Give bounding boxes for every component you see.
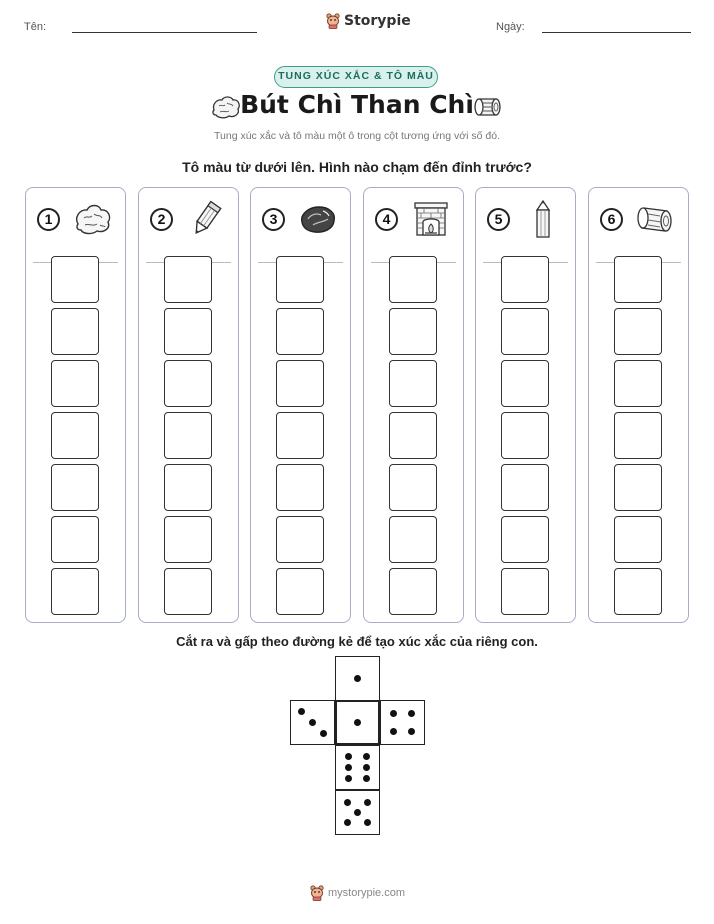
color-box[interactable] (51, 568, 99, 615)
dice-pip (363, 775, 370, 782)
color-box[interactable] (501, 464, 549, 511)
dice-face-1 (335, 656, 380, 701)
color-box[interactable] (276, 464, 324, 511)
wood-log-icon (472, 94, 504, 120)
dice-pip (408, 728, 415, 735)
column-number: 1 (37, 208, 60, 231)
dice-pip (390, 728, 397, 735)
coal-rock-icon (297, 200, 339, 238)
color-box[interactable] (51, 308, 99, 355)
fireplace-icon (410, 200, 452, 238)
date-label: Ngày: (496, 21, 525, 33)
pencil-icon (522, 200, 564, 238)
color-box[interactable] (164, 360, 212, 407)
color-box[interactable] (614, 360, 662, 407)
column-4 (363, 187, 464, 623)
color-box[interactable] (614, 308, 662, 355)
instruction: Tô màu từ dưới lên. Hình nào chạm đến đỉnh trước? (182, 159, 532, 175)
dice-pip (408, 710, 415, 717)
color-box[interactable] (51, 516, 99, 563)
column-number: 4 (375, 208, 398, 231)
color-box[interactable] (501, 360, 549, 407)
dice-pip (320, 730, 327, 737)
wood-log-icon (635, 200, 677, 238)
dice-pip (344, 819, 351, 826)
color-box[interactable] (501, 308, 549, 355)
color-box[interactable] (276, 256, 324, 303)
color-box[interactable] (501, 256, 549, 303)
dice-pip (344, 799, 351, 806)
dice-face-3 (290, 700, 335, 745)
color-box[interactable] (164, 568, 212, 615)
name-field[interactable] (72, 32, 257, 33)
color-box[interactable] (164, 412, 212, 459)
color-box[interactable] (51, 412, 99, 459)
color-box[interactable] (164, 464, 212, 511)
dice-pip (345, 764, 352, 771)
color-box[interactable] (276, 308, 324, 355)
color-box[interactable] (614, 412, 662, 459)
color-box[interactable] (389, 360, 437, 407)
dice-pip (354, 675, 361, 682)
dice-face-6 (335, 745, 380, 790)
dice-pip (363, 764, 370, 771)
color-box[interactable] (389, 412, 437, 459)
subtitle: Tung xúc xắc và tô màu một ô trong cột tương ứng với số đó. (214, 130, 500, 142)
color-box[interactable] (51, 256, 99, 303)
color-box[interactable] (389, 464, 437, 511)
dice-face-1 (335, 700, 380, 745)
date-field[interactable] (542, 32, 691, 33)
color-box[interactable] (614, 464, 662, 511)
name-label: Tên: (24, 21, 47, 33)
dice-net (290, 656, 425, 836)
column-number: 2 (150, 208, 173, 231)
column-6 (588, 187, 689, 623)
logo-text: Storypie (344, 13, 411, 29)
column-number: 3 (262, 208, 285, 231)
color-box[interactable] (389, 256, 437, 303)
activity-badge: TUNG XÚC XẮC & TÔ MÀU (274, 66, 438, 88)
column-number: 6 (600, 208, 623, 231)
color-box[interactable] (389, 516, 437, 563)
column-2 (138, 187, 239, 623)
color-box[interactable] (276, 360, 324, 407)
color-box[interactable] (389, 308, 437, 355)
color-box[interactable] (389, 568, 437, 615)
color-box[interactable] (51, 464, 99, 511)
color-box[interactable] (614, 256, 662, 303)
dice-pip (390, 710, 397, 717)
color-box[interactable] (276, 412, 324, 459)
color-box[interactable] (276, 568, 324, 615)
dice-face-4 (380, 700, 425, 745)
color-box[interactable] (501, 412, 549, 459)
dice-pip (354, 809, 361, 816)
color-box[interactable] (164, 256, 212, 303)
graphite-lump-icon (72, 200, 114, 238)
color-box[interactable] (276, 516, 324, 563)
column-1 (25, 187, 126, 623)
dice-pip (309, 719, 316, 726)
footer (310, 885, 405, 901)
cut-instruction: Cắt ra và gấp theo đường kẻ để tạo xúc xắc của riêng con. (176, 634, 538, 649)
color-box[interactable] (501, 516, 549, 563)
column-5 (475, 187, 576, 623)
color-box[interactable] (614, 568, 662, 615)
dice-pip (354, 719, 361, 726)
color-box[interactable] (614, 516, 662, 563)
storypie-mascot-icon (310, 885, 324, 901)
color-box[interactable] (164, 516, 212, 563)
logo (326, 13, 411, 29)
color-box[interactable] (164, 308, 212, 355)
dice-pip (364, 819, 371, 826)
pencil-tip-icon (185, 200, 227, 238)
dice-pip (363, 753, 370, 760)
column-3 (250, 187, 351, 623)
page-title: Bút Chì Than Chì (240, 90, 474, 119)
dice-face-5 (335, 790, 380, 835)
dice-pip (345, 753, 352, 760)
dice-pip (298, 708, 305, 715)
column-number: 5 (487, 208, 510, 231)
color-box[interactable] (501, 568, 549, 615)
color-box[interactable] (51, 360, 99, 407)
dice-pip (364, 799, 371, 806)
dice-pip (345, 775, 352, 782)
footer-link[interactable]: mystorypie.com (328, 887, 406, 899)
storypie-mascot-icon (326, 13, 340, 29)
